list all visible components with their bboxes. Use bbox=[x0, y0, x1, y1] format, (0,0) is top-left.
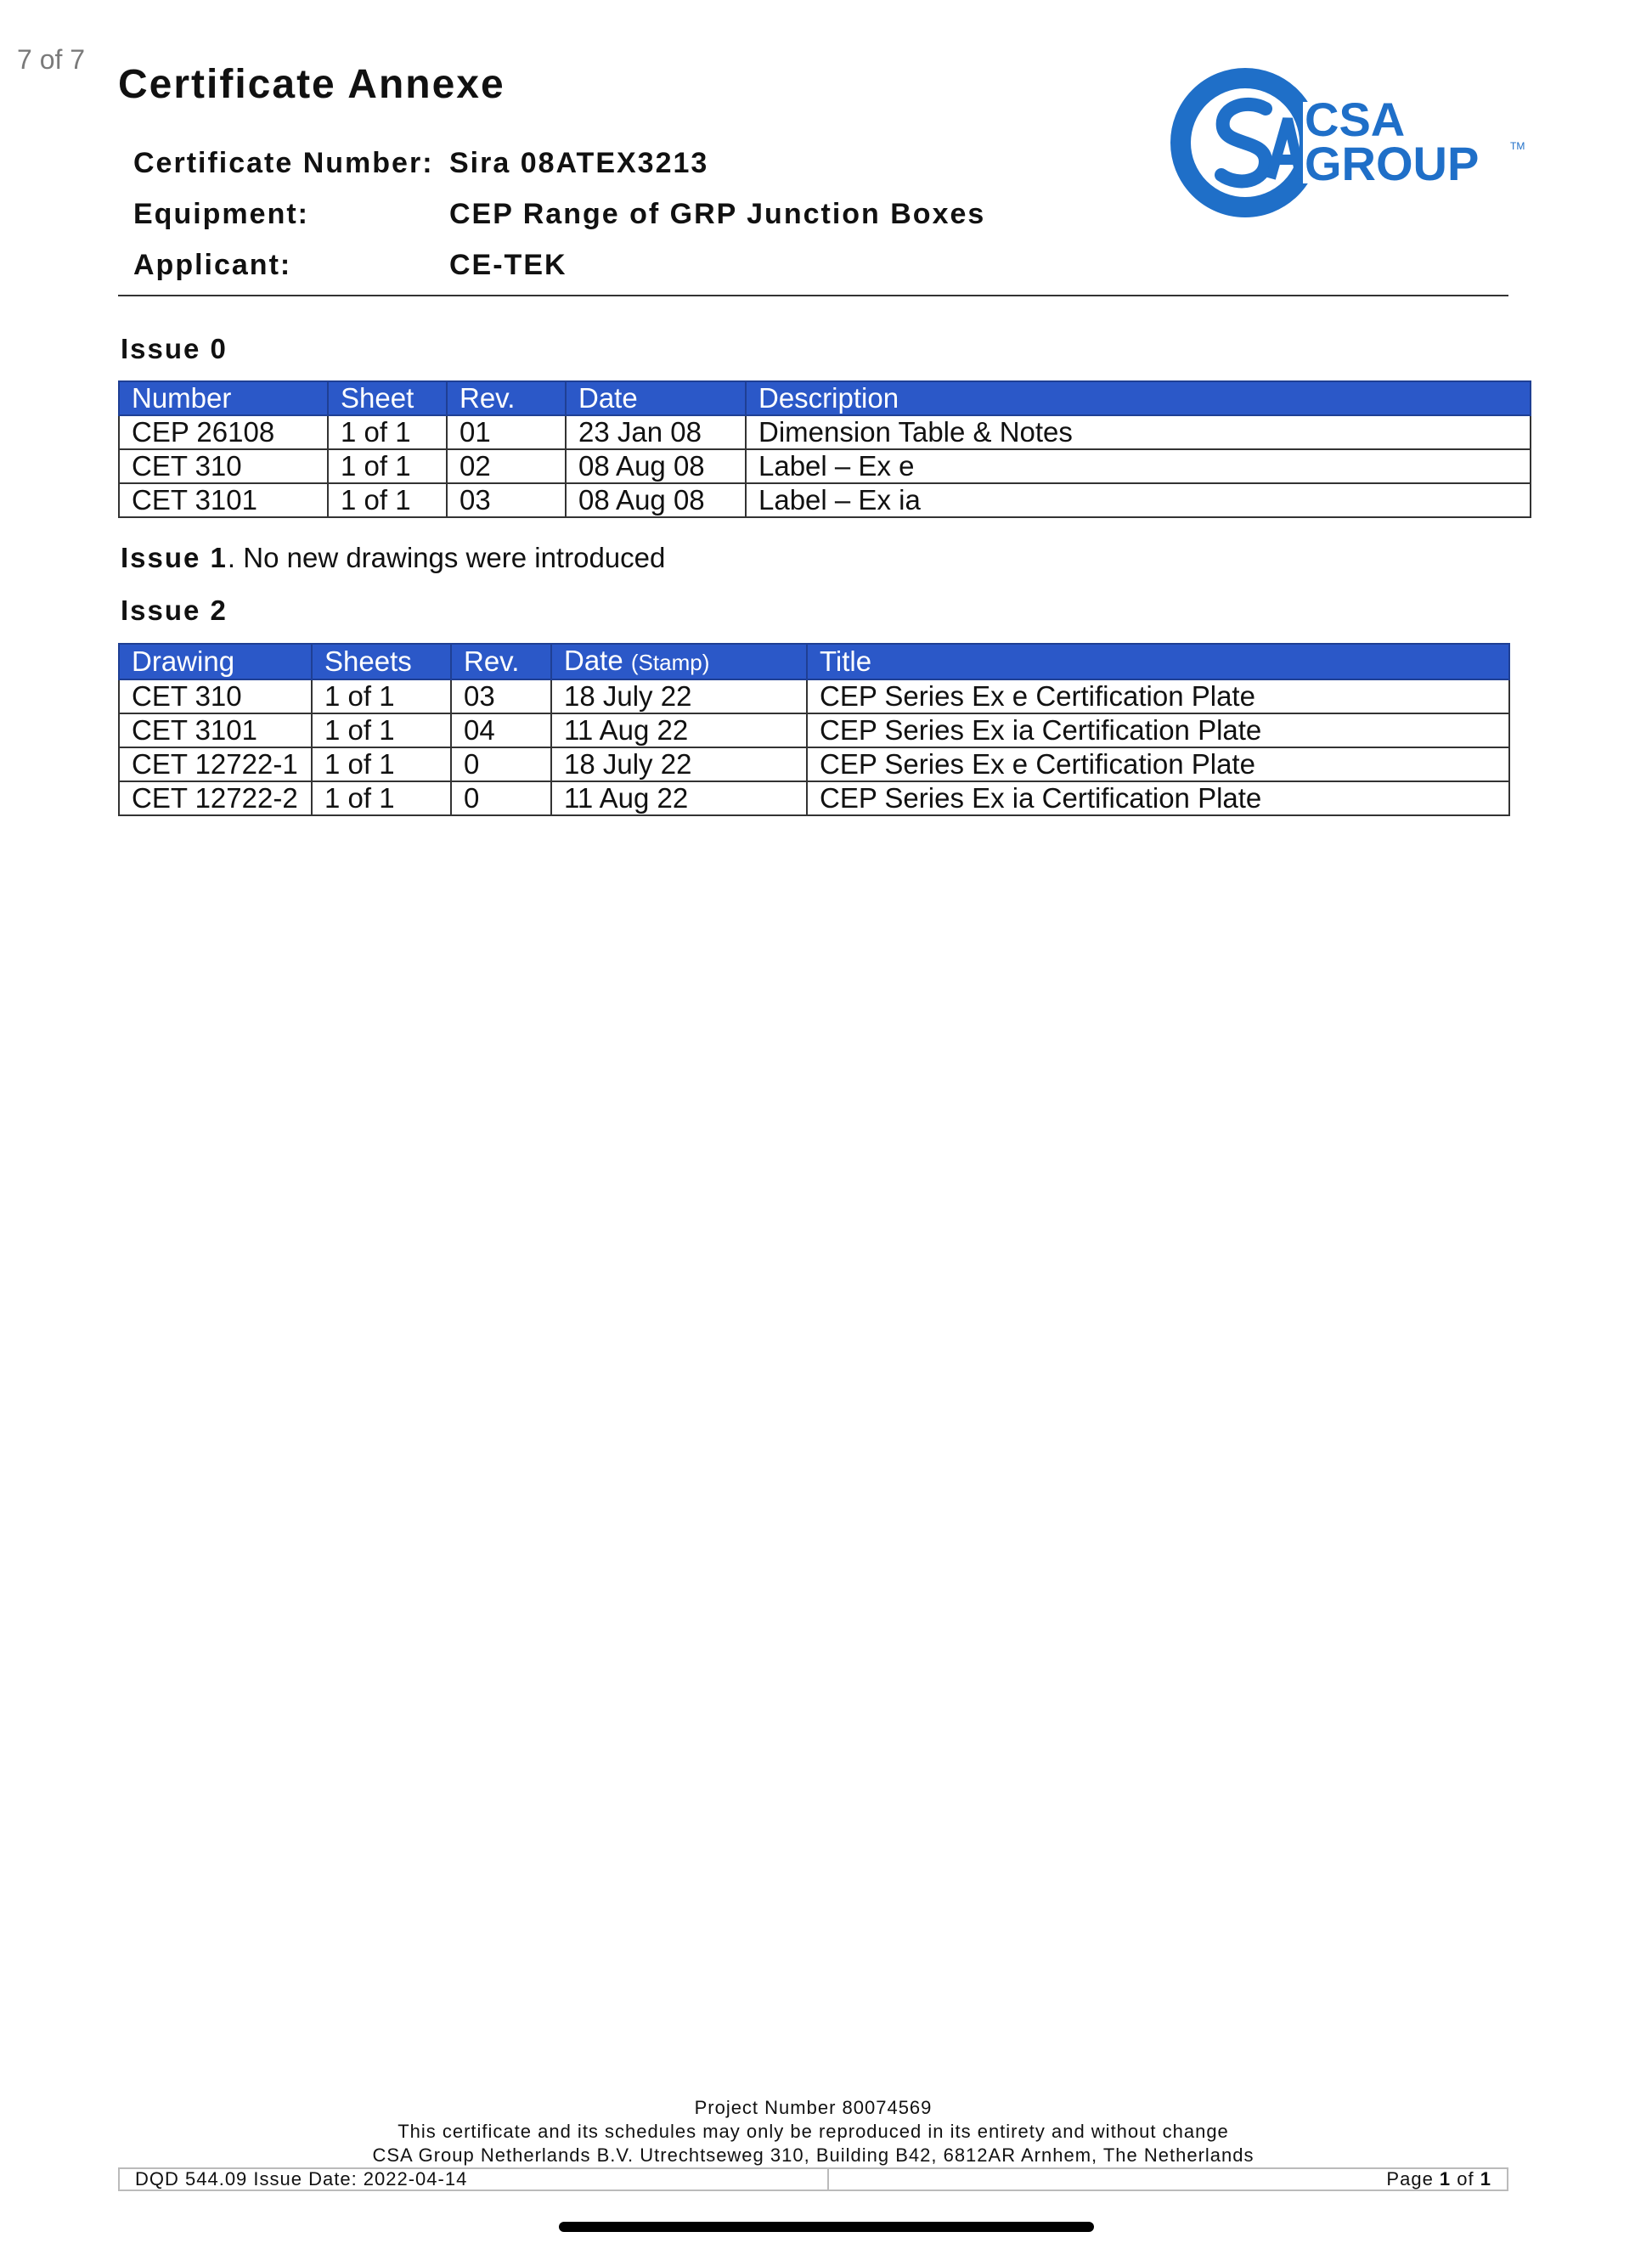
table-row bbox=[119, 449, 1531, 483]
issue-1-line bbox=[121, 542, 665, 574]
page-mid: of bbox=[1451, 2168, 1480, 2189]
table-cell: 18 July 22 bbox=[551, 747, 807, 781]
home-indicator[interactable] bbox=[559, 2222, 1094, 2232]
column-header: Rev. bbox=[451, 644, 551, 679]
footer-notice: This certificate and its schedules may only be reproduced in its entirety and without change bbox=[397, 2121, 1229, 2142]
column-header: Drawing bbox=[119, 644, 312, 679]
footer-page-number bbox=[829, 2169, 1507, 2189]
footer bbox=[118, 2096, 1508, 2167]
meta-row-equipment bbox=[133, 189, 985, 240]
table-row bbox=[119, 781, 1509, 815]
table-cell: 18 July 22 bbox=[551, 679, 807, 713]
meta-value: CEP Range of GRP Junction Boxes bbox=[449, 197, 986, 230]
table-header-row bbox=[119, 644, 1509, 679]
header-divider bbox=[118, 295, 1508, 296]
table-row bbox=[119, 747, 1509, 781]
table-cell: 23 Jan 08 bbox=[566, 415, 746, 449]
document-title: Certificate Annexe bbox=[118, 62, 505, 107]
issue-2-table bbox=[118, 643, 1510, 816]
column-header: Date bbox=[566, 381, 746, 415]
table-cell: 11 Aug 22 bbox=[551, 781, 807, 815]
column-header: Description bbox=[746, 381, 1531, 415]
table-cell: 1 of 1 bbox=[312, 781, 451, 815]
table-cell: CEP Series Ex e Certification Plate bbox=[807, 747, 1509, 781]
table-cell: 1 of 1 bbox=[328, 449, 447, 483]
table-cell: 1 of 1 bbox=[328, 415, 447, 449]
csa-group-logo bbox=[1170, 68, 1527, 217]
table-cell: 03 bbox=[447, 483, 566, 517]
certificate-meta bbox=[133, 138, 985, 290]
table-cell: 03 bbox=[451, 679, 551, 713]
table-cell: CET 310 bbox=[119, 449, 328, 483]
column-header bbox=[551, 644, 807, 679]
meta-row-certificate-number bbox=[133, 138, 985, 189]
table-row bbox=[119, 713, 1509, 747]
table-cell: 01 bbox=[447, 415, 566, 449]
table-cell: CET 310 bbox=[119, 679, 312, 713]
table-cell: 08 Aug 08 bbox=[566, 483, 746, 517]
column-header: Rev. bbox=[447, 381, 566, 415]
issue-0-table bbox=[118, 380, 1531, 518]
table-header-row bbox=[119, 381, 1531, 415]
footer-doc-ref: DQD 544.09 Issue Date: 2022-04-14 bbox=[120, 2169, 829, 2189]
table-row bbox=[119, 415, 1531, 449]
date-header-sub: (Stamp) bbox=[630, 650, 710, 675]
issue-1-heading: Issue 1 bbox=[121, 542, 228, 573]
column-header: Sheet bbox=[328, 381, 447, 415]
table-cell: Dimension Table & Notes bbox=[746, 415, 1531, 449]
issue-0-heading: Issue 0 bbox=[121, 333, 228, 364]
table-cell: CET 3101 bbox=[119, 483, 328, 517]
footer-bar bbox=[118, 2167, 1508, 2191]
table-cell: Label – Ex ia bbox=[746, 483, 1531, 517]
meta-label: Applicant: bbox=[133, 248, 292, 281]
logo-text-csa: CSA bbox=[1305, 93, 1406, 146]
table-cell: CET 12722-2 bbox=[119, 781, 312, 815]
meta-value: Sira 08ATEX3213 bbox=[449, 146, 709, 179]
logo-trademark: TM bbox=[1510, 140, 1525, 152]
footer-project-number: Project Number 80074569 bbox=[694, 2097, 933, 2118]
table-cell: 02 bbox=[447, 449, 566, 483]
table-cell: 1 of 1 bbox=[328, 483, 447, 517]
table-cell: CEP Series Ex ia Certification Plate bbox=[807, 781, 1509, 815]
table-row bbox=[119, 483, 1531, 517]
table-cell: CEP Series Ex ia Certification Plate bbox=[807, 713, 1509, 747]
table-cell: 1 of 1 bbox=[312, 713, 451, 747]
table-row bbox=[119, 679, 1509, 713]
table-cell: 04 bbox=[451, 713, 551, 747]
table-cell: Label – Ex e bbox=[746, 449, 1531, 483]
meta-label: Equipment: bbox=[133, 197, 309, 230]
table-cell: 08 Aug 08 bbox=[566, 449, 746, 483]
meta-label: Certificate Number: bbox=[133, 146, 434, 179]
page-current: 1 bbox=[1439, 2168, 1452, 2189]
table-cell: 0 bbox=[451, 747, 551, 781]
table-cell: CET 3101 bbox=[119, 713, 312, 747]
table-cell: 1 of 1 bbox=[312, 747, 451, 781]
table-cell: CEP Series Ex e Certification Plate bbox=[807, 679, 1509, 713]
logo-text-group: GROUP bbox=[1305, 137, 1480, 190]
issue-1-text: . No new drawings were introduced bbox=[227, 542, 666, 573]
page-prefix: Page bbox=[1386, 2168, 1440, 2189]
column-header: Sheets bbox=[312, 644, 451, 679]
column-header: Number bbox=[119, 381, 328, 415]
table-cell: 1 of 1 bbox=[312, 679, 451, 713]
page-indicator: 7 of 7 bbox=[17, 44, 86, 75]
table-cell: 0 bbox=[451, 781, 551, 815]
table-cell: 11 Aug 22 bbox=[551, 713, 807, 747]
footer-address: CSA Group Netherlands B.V. Utrechtseweg 310, Building B42, 6812AR Arnhem, The Netherlands bbox=[372, 2144, 1255, 2166]
table-cell: CET 12722-1 bbox=[119, 747, 312, 781]
table-cell: CEP 26108 bbox=[119, 415, 328, 449]
issue-2-heading: Issue 2 bbox=[121, 595, 228, 626]
date-header-label: Date bbox=[564, 645, 623, 676]
page-total: 1 bbox=[1480, 2168, 1491, 2189]
meta-value: CE-TEK bbox=[449, 248, 567, 281]
column-header: Title bbox=[807, 644, 1509, 679]
meta-row-applicant bbox=[133, 240, 985, 290]
